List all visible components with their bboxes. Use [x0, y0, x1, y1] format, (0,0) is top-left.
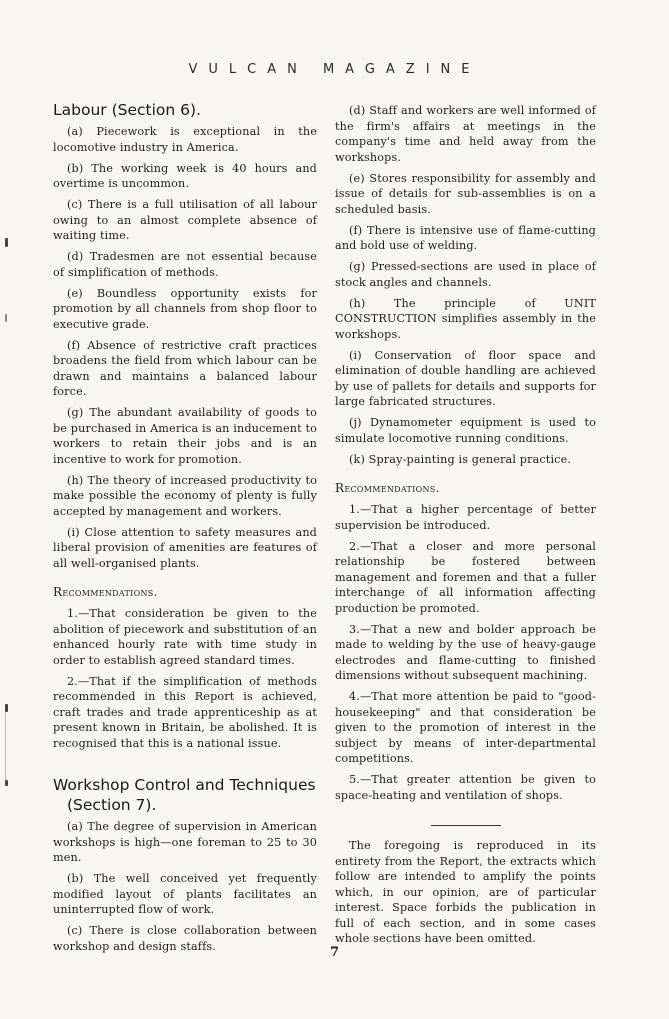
- section-7-item-j: (j) Dynamometer equipment is used to simulate locomotive running conditions.: [335, 416, 596, 445]
- section-6-item-g: (g) The abundant availability of goods to be purchased in America is an inducement to workers to retain their jobs and is an incentive to work for promotion.: [53, 406, 317, 466]
- section-6-recommendations-heading: Recommendations.: [53, 585, 158, 599]
- margin-mark: [5, 712, 6, 782]
- margin-mark: [5, 704, 8, 712]
- section-6-item-f: (f) Absence of restrictive craft practices broadens the field from which labour can be drawn and maintains a balanced labour force.: [53, 338, 317, 398]
- section-6-item-c: (c) There is a full utilisation of all labour owing to an almost complete absence of waiting time.: [53, 198, 317, 242]
- section-7-item-i: (i) Conservation of floor space and elimination of double handling are achieved by use of pallets for details and supports for large fabricated structures.: [335, 348, 596, 408]
- section-7-recommendation-1: 1.—That a higher percentage of better supervision be introduced.: [335, 503, 596, 532]
- section-6-item-d: (d) Tradesmen are not essential because of simplification of methods.: [53, 250, 317, 279]
- section-6-item-a: (a) Piecework is exceptional in the locomotive industry in America.: [53, 125, 317, 154]
- section-6-title: Labour (Section 6).: [53, 101, 201, 119]
- section-7-title: [53, 775, 317, 815]
- section-7-item-b: (b) The well conceived yet frequently modified layout of plants facilitates an uninterrupted flow of work.: [53, 872, 317, 916]
- margin-mark: [5, 780, 8, 786]
- section-6-item-b: (b) The working week is 40 hours and overtime is uncommon.: [53, 161, 317, 190]
- running-head: VULCAN MAGAZINE: [188, 62, 481, 77]
- divider-rule: [431, 825, 501, 826]
- left-column: [53, 100, 317, 960]
- section-6-item-i: (i) Close attention to safety measures and liberal provision of amenities are features of all well-organised plants.: [53, 525, 317, 570]
- page-number: 7: [329, 945, 340, 960]
- section-7-recommendation-4: 4.—That more attention be paid to "good-housekeeping" and that consideration be given to the promotion of interest in the subject by means of inter-departmental competitions.: [335, 690, 596, 765]
- section-7-title-line1: Workshop Control and Techniques: [53, 776, 316, 794]
- section-6-items: [53, 124, 317, 571]
- margin-mark: [5, 238, 8, 247]
- section-7-item-h: (h) The principle of UNIT CONSTRUCTION simplifies assembly in the workshops.: [335, 296, 596, 341]
- section-7-recommendations-heading: Recommendations.: [335, 481, 440, 495]
- section-7-recommendation-5: 5.—That greater attention be given to space-heating and ventilation of shops.: [335, 773, 596, 802]
- section-6-recommendation-2: 2.—That if the simplification of methods recommended in this Report is achieved, craft trades and trade apprenticeship as at present known in Britain, be abolished. It is recognised that this is a national issue.: [53, 674, 317, 750]
- section-6-item-e: (e) Boundless opportunity exists for promotion by all channels from shop floor to executive grade.: [53, 286, 317, 331]
- section-7-recommendation-3: 3.—That a new and bolder approach be made to welding by the use of heavy-gauge electrodes and flame-cutting to finished dimensions without subsequent machining.: [335, 622, 596, 682]
- section-6-item-h: (h) The theory of increased productivity to make possible the economy of plenty is fully accepted by management and workers.: [53, 473, 317, 518]
- section-7-item-f: (f) There is intensive use of flame-cutting and bold use of welding.: [335, 223, 596, 252]
- section-7-item-g: (g) Pressed-sections are used in place of stock angles and channels.: [335, 260, 596, 289]
- margin-mark: [5, 314, 7, 322]
- section-7-item-e: (e) Stores responsibility for assembly and issue of details for sub-assemblies is on a scheduled basis.: [335, 171, 596, 216]
- section-7-title-line2: (Section 7).: [67, 796, 157, 814]
- closing-note: The foregoing is reproduced in its entirety from the Report, the extracts which follow are intended to amplify the points which, in our opinion, are of particular interest. Space forbids the publication in full of each section, and in some cases whole sections have been omitted.: [335, 839, 596, 945]
- right-column: [335, 103, 596, 952]
- section-6-recommendation-1: 1.—That consideration be given to the abolition of piecework and substitution of an enhanced hourly rate with time study in order to establish agreed standard times.: [53, 607, 317, 667]
- section-7-recommendation-2: 2.—That a closer and more personal relationship be fostered between management and foremen and that a fuller interchange of all information affecting production be promoted.: [335, 539, 596, 615]
- section-7-item-c: (c) There is close collaboration between workshop and design staffs.: [53, 924, 317, 953]
- section-7-item-a: (a) The degree of supervision in American workshops is high—one foreman to 25 to 30 men.: [53, 820, 317, 864]
- section-7-item-d: (d) Staff and workers are well informed of the firm's affairs at meetings in the company's time and held away from the workshops.: [335, 104, 596, 164]
- section-7-item-k: (k) Spray-painting is general practice.: [349, 452, 572, 466]
